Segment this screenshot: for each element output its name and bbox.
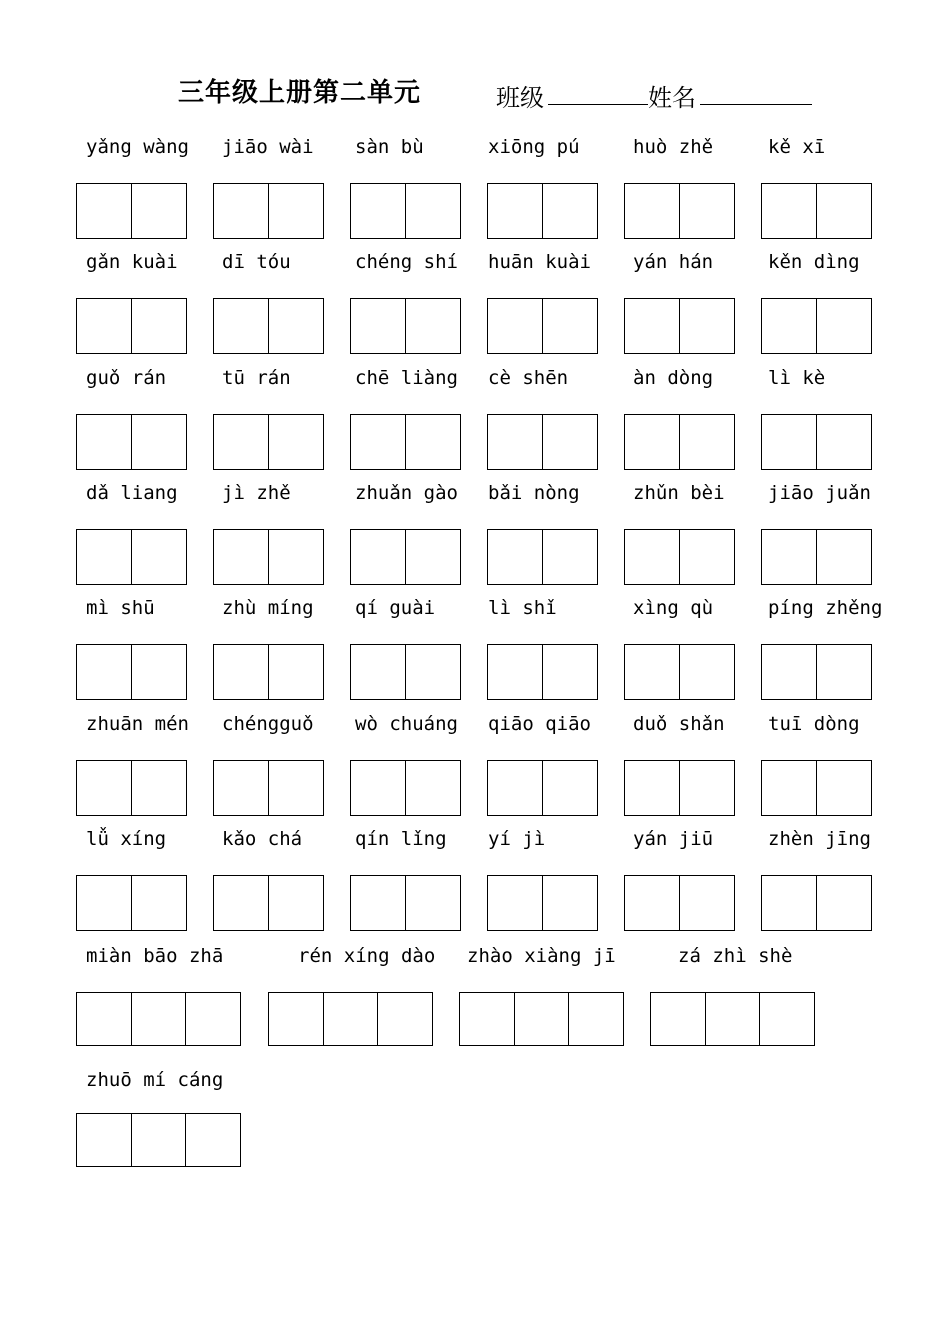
character-cell[interactable] [214, 530, 268, 584]
writing-box[interactable] [350, 760, 461, 816]
character-cell[interactable] [762, 761, 816, 815]
character-cell[interactable] [405, 184, 460, 238]
character-cell[interactable] [268, 299, 323, 353]
pinyin-label: jì zhě [222, 481, 291, 504]
character-cell[interactable] [679, 761, 734, 815]
pinyin-label: kěn dìng [768, 251, 860, 274]
writing-box[interactable] [624, 298, 735, 354]
writing-box[interactable] [761, 414, 872, 470]
pinyin-label: kǎo chá [222, 827, 303, 850]
writing-box[interactable] [350, 183, 461, 239]
character-cell[interactable] [131, 761, 186, 815]
character-cell[interactable] [488, 876, 542, 930]
character-cell[interactable] [762, 415, 816, 469]
character-cell[interactable] [77, 415, 131, 469]
writing-box[interactable] [213, 414, 324, 470]
writing-box[interactable] [76, 1113, 241, 1167]
character-cell[interactable] [625, 299, 679, 353]
character-cell[interactable] [542, 415, 597, 469]
pinyin-label: zhào xiàng jī [467, 945, 616, 967]
character-cell[interactable] [268, 184, 323, 238]
character-cell[interactable] [679, 645, 734, 699]
character-cell[interactable] [351, 645, 405, 699]
character-cell[interactable] [625, 761, 679, 815]
pinyin-label: zhuǎn gào [355, 481, 458, 504]
character-cell[interactable] [488, 530, 542, 584]
character-cell[interactable] [131, 645, 186, 699]
character-cell[interactable] [625, 876, 679, 930]
character-cell[interactable] [488, 761, 542, 815]
name-blank[interactable] [700, 104, 812, 105]
character-cell[interactable] [351, 299, 405, 353]
character-cell[interactable] [651, 993, 705, 1045]
character-cell[interactable] [214, 415, 268, 469]
pinyin-label: sàn bù [355, 136, 424, 158]
writing-box[interactable] [487, 760, 598, 816]
character-cell[interactable] [131, 299, 186, 353]
pinyin-label: zhuō mí cáng [86, 1069, 224, 1091]
pinyin-label: chéng shí [355, 251, 458, 274]
pinyin-label: qiāo qiāo [488, 712, 591, 735]
character-cell[interactable] [762, 645, 816, 699]
writing-box[interactable] [761, 183, 872, 239]
writing-box[interactable] [459, 992, 624, 1046]
character-cell[interactable] [816, 184, 871, 238]
pinyin-label: yí jì [488, 827, 546, 850]
character-cell[interactable] [625, 645, 679, 699]
character-cell[interactable] [816, 530, 871, 584]
pinyin-label: píng zhěng [768, 597, 883, 620]
character-cell[interactable] [679, 876, 734, 930]
pinyin-label: duǒ shǎn [633, 712, 725, 735]
pinyin-label: yán hán [633, 251, 714, 274]
pinyin-label: àn dòng [633, 366, 714, 389]
name-label: 姓名 [648, 84, 696, 112]
pinyin-label: yán jiū [633, 827, 714, 850]
character-cell[interactable] [514, 993, 569, 1045]
writing-box[interactable] [76, 644, 187, 700]
pinyin-label: huān kuài [488, 251, 591, 274]
writing-box[interactable] [213, 760, 324, 816]
pinyin-label: chéngguǒ [222, 712, 314, 735]
writing-box[interactable] [487, 644, 598, 700]
character-cell[interactable] [405, 415, 460, 469]
character-cell[interactable] [214, 761, 268, 815]
character-cell[interactable] [405, 645, 460, 699]
writing-box[interactable] [487, 298, 598, 354]
writing-box[interactable] [624, 875, 735, 931]
character-cell[interactable] [77, 530, 131, 584]
writing-box[interactable] [624, 183, 735, 239]
writing-box[interactable] [350, 414, 461, 470]
pinyin-label: bǎi nòng [488, 481, 580, 504]
writing-box[interactable] [624, 414, 735, 470]
character-cell[interactable] [679, 415, 734, 469]
character-cell[interactable] [488, 299, 542, 353]
character-cell[interactable] [77, 1114, 131, 1166]
writing-box[interactable] [76, 529, 187, 585]
pinyin-label: huò zhě [633, 136, 714, 158]
character-cell[interactable] [377, 993, 432, 1045]
character-cell[interactable] [542, 530, 597, 584]
character-cell[interactable] [268, 761, 323, 815]
writing-box[interactable] [624, 529, 735, 585]
character-cell[interactable] [268, 876, 323, 930]
class-blank[interactable] [548, 104, 648, 105]
writing-box[interactable] [761, 875, 872, 931]
character-cell[interactable] [542, 761, 597, 815]
character-cell[interactable] [323, 993, 378, 1045]
character-cell[interactable] [351, 415, 405, 469]
writing-box[interactable] [213, 644, 324, 700]
character-cell[interactable] [77, 993, 131, 1045]
character-cell[interactable] [185, 993, 240, 1045]
character-cell[interactable] [268, 530, 323, 584]
writing-box[interactable] [487, 875, 598, 931]
writing-box[interactable] [487, 529, 598, 585]
pinyin-label: zá zhì shè [678, 945, 793, 967]
pinyin-label: xìng qù [633, 597, 714, 620]
character-cell[interactable] [268, 415, 323, 469]
character-cell[interactable] [214, 299, 268, 353]
writing-box[interactable] [624, 644, 735, 700]
pinyin-label: gǎn kuài [86, 251, 178, 274]
pinyin-label: guǒ rán [86, 366, 167, 389]
page-title: 三年级上册第二单元 [178, 78, 422, 108]
character-cell[interactable] [351, 876, 405, 930]
pinyin-label: chē liàng [355, 366, 458, 389]
character-cell[interactable] [351, 761, 405, 815]
character-cell[interactable] [214, 645, 268, 699]
pinyin-label: mì shū [86, 597, 155, 620]
character-cell[interactable] [269, 993, 323, 1045]
character-cell[interactable] [542, 299, 597, 353]
writing-box[interactable] [350, 875, 461, 931]
pinyin-label: tū rán [222, 366, 291, 389]
character-cell[interactable] [542, 184, 597, 238]
writing-box[interactable] [213, 529, 324, 585]
character-cell[interactable] [762, 530, 816, 584]
character-cell[interactable] [705, 993, 760, 1045]
character-cell[interactable] [268, 645, 323, 699]
character-cell[interactable] [625, 415, 679, 469]
character-cell[interactable] [488, 415, 542, 469]
pinyin-label: tuī dòng [768, 712, 860, 735]
character-cell[interactable] [625, 530, 679, 584]
pinyin-label: xiōng pú [488, 136, 580, 158]
writing-box[interactable] [213, 298, 324, 354]
writing-box[interactable] [761, 298, 872, 354]
character-cell[interactable] [759, 993, 814, 1045]
pinyin-label: dǎ liang [86, 481, 178, 504]
writing-box[interactable] [76, 183, 187, 239]
character-cell[interactable] [679, 530, 734, 584]
character-cell[interactable] [816, 415, 871, 469]
pinyin-label: lǚ xíng [86, 827, 167, 850]
writing-box[interactable] [761, 529, 872, 585]
character-cell[interactable] [816, 876, 871, 930]
character-cell[interactable] [131, 184, 186, 238]
character-cell[interactable] [131, 1114, 186, 1166]
pinyin-label: zhuān mén [86, 712, 189, 735]
writing-box[interactable] [76, 760, 187, 816]
writing-box[interactable] [350, 298, 461, 354]
character-cell[interactable] [568, 993, 623, 1045]
pinyin-label: jiāo juǎn [768, 481, 871, 504]
pinyin-label: wò chuáng [355, 712, 458, 735]
pinyin-label: qí guài [355, 597, 436, 620]
character-cell[interactable] [77, 876, 131, 930]
character-cell[interactable] [625, 184, 679, 238]
character-cell[interactable] [488, 184, 542, 238]
writing-box[interactable] [76, 298, 187, 354]
character-cell[interactable] [131, 415, 186, 469]
character-cell[interactable] [405, 530, 460, 584]
class-label: 班级 [496, 84, 544, 112]
character-cell[interactable] [77, 645, 131, 699]
pinyin-label: zhǔn bèi [633, 481, 725, 504]
character-cell[interactable] [405, 299, 460, 353]
character-cell[interactable] [405, 876, 460, 930]
character-cell[interactable] [77, 299, 131, 353]
writing-box[interactable] [761, 644, 872, 700]
writing-box[interactable] [76, 992, 241, 1046]
character-cell[interactable] [131, 530, 186, 584]
character-cell[interactable] [460, 993, 514, 1045]
writing-box[interactable] [268, 992, 433, 1046]
writing-box[interactable] [350, 644, 461, 700]
character-cell[interactable] [214, 184, 268, 238]
character-cell[interactable] [131, 993, 186, 1045]
writing-box[interactable] [76, 414, 187, 470]
character-cell[interactable] [542, 876, 597, 930]
writing-box[interactable] [487, 183, 598, 239]
writing-box[interactable] [213, 183, 324, 239]
pinyin-label: lì shǐ [488, 597, 557, 620]
pinyin-label: miàn bāo zhā [86, 945, 224, 967]
pinyin-label: jiāo wài [222, 136, 314, 158]
pinyin-label: dī tóu [222, 251, 291, 274]
character-cell[interactable] [762, 876, 816, 930]
character-cell[interactable] [816, 761, 871, 815]
pinyin-label: yǎng wàng [86, 136, 189, 158]
character-cell[interactable] [131, 876, 186, 930]
character-cell[interactable] [762, 299, 816, 353]
writing-box[interactable] [650, 992, 815, 1046]
pinyin-label: zhèn jīng [768, 827, 871, 850]
pinyin-label: qín lǐng [355, 827, 447, 850]
pinyin-label: cè shēn [488, 366, 569, 389]
writing-box[interactable] [350, 529, 461, 585]
character-cell[interactable] [77, 184, 131, 238]
character-cell[interactable] [351, 530, 405, 584]
writing-box[interactable] [213, 875, 324, 931]
pinyin-label: rén xíng dào [298, 945, 436, 967]
character-cell[interactable] [679, 184, 734, 238]
pinyin-label: lì kè [768, 366, 826, 389]
character-cell[interactable] [351, 184, 405, 238]
writing-box[interactable] [624, 760, 735, 816]
character-cell[interactable] [488, 645, 542, 699]
character-cell[interactable] [816, 299, 871, 353]
pinyin-label: kě xī [768, 136, 826, 158]
pinyin-label: zhù míng [222, 597, 314, 620]
character-cell[interactable] [762, 184, 816, 238]
character-cell[interactable] [185, 1114, 240, 1166]
writing-box[interactable] [487, 414, 598, 470]
character-cell[interactable] [679, 299, 734, 353]
character-cell[interactable] [214, 876, 268, 930]
character-cell[interactable] [405, 761, 460, 815]
character-cell[interactable] [542, 645, 597, 699]
writing-box[interactable] [761, 760, 872, 816]
writing-box[interactable] [76, 875, 187, 931]
character-cell[interactable] [816, 645, 871, 699]
character-cell[interactable] [77, 761, 131, 815]
